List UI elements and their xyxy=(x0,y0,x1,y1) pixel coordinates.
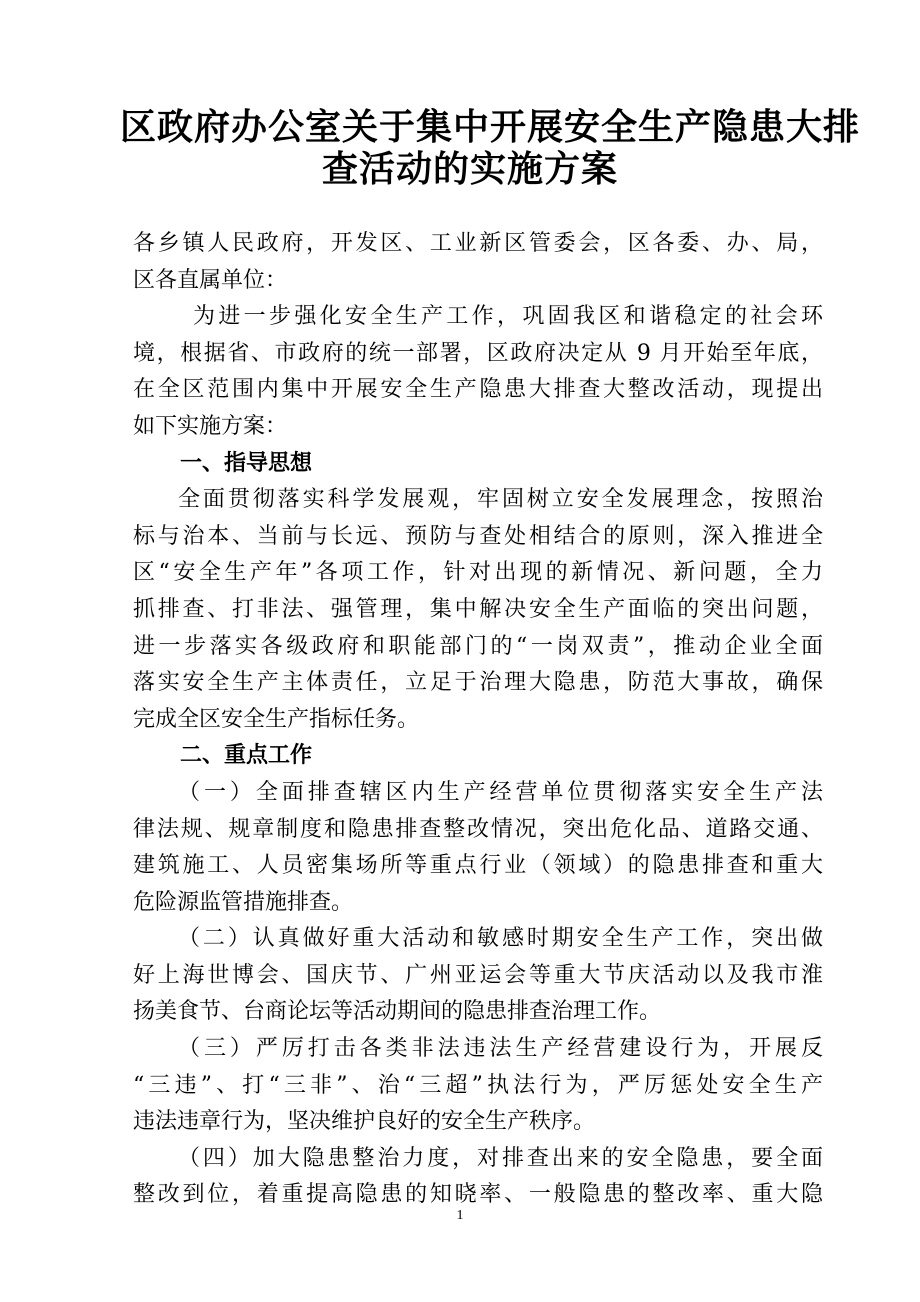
section1-paragraph-line: 全面贯彻落实科学发展观，牢固树立安全发展理念，按照治 xyxy=(178,487,823,513)
section-heading-guiding-ideology: 一、指导思想 xyxy=(180,450,313,476)
intro-paragraph-line: 境，根据省、市政府的统一部署，区政府决定从 9 月开始至年底， xyxy=(133,340,823,366)
document-title-line-1: 区政府办公室关于集中开展安全生产隐患大排 xyxy=(120,107,861,148)
section1-paragraph-line: 抓排查、打非法、强管理，集中解决安全生产面临的突出问题， xyxy=(133,596,823,622)
item4-line: （四）加大隐患整治力度，对排查出来的安全隐患，要全面 xyxy=(178,1145,823,1171)
item2-line: （二）认真做好重大活动和敏感时期安全生产工作，突出做 xyxy=(178,926,823,952)
item3-line: 违法违章行为，坚决维护良好的安全生产秩序。 xyxy=(133,1109,596,1135)
intro-paragraph-line: 在全区范围内集中开展安全生产隐患大排查大整改活动，现提出 xyxy=(133,377,823,403)
salutation-line: 各乡镇人民政府，开发区、工业新区管委会，区各委、办、局， xyxy=(133,231,823,256)
page-number: 1 xyxy=(456,1208,464,1223)
section1-paragraph-line: 完成全区安全生产指标任务。 xyxy=(133,706,420,732)
item1-line: 危险源监管措施排查。 xyxy=(133,889,354,915)
section1-paragraph-line: 标与治本、当前与长远、预防与查处相结合的原则，深入推进全 xyxy=(133,523,823,549)
document-body xyxy=(133,226,823,1214)
item1-line: 律法规、规章制度和隐患排查整改情况，突出危化品、道路交通、 xyxy=(133,816,823,842)
section-heading-key-work: 二、重点工作 xyxy=(180,743,313,769)
item1-line: 建筑施工、人员密集场所等重点行业（领域）的隐患排查和重大 xyxy=(133,853,823,879)
intro-paragraph-line: 如下实施方案： xyxy=(133,413,288,439)
item3-line: “三违”、打“三非”、治“三超”执法行为，严厉惩处安全生产 xyxy=(133,1072,823,1098)
item2-line: 好上海世博会、国庆节、广州亚运会等重大节庆活动以及我市淮 xyxy=(133,962,823,988)
salutation-line: 区各直属单位： xyxy=(133,267,288,293)
intro-paragraph-line: 为进一步强化安全生产工作，巩固我区和谐稳定的社会环 xyxy=(193,304,823,330)
item4-line: 整改到位，着重提高隐患的知晓率、一般隐患的整改率、重大隐 xyxy=(133,1182,823,1208)
item1-line: （一）全面排查辖区内生产经营单位贯彻落实安全生产法 xyxy=(178,779,823,805)
section1-paragraph-line: 区“安全生产年”各项工作，针对出现的新情况、新问题，全力 xyxy=(133,560,823,586)
item2-line: 扬美食节、台商论坛等活动期间的隐患排查治理工作。 xyxy=(133,999,662,1025)
section1-paragraph-line: 落实安全生产主体责任，立足于治理大隐患，防范大事故，确保 xyxy=(133,670,823,696)
item3-line: （三）严厉打击各类非法违法生产经营建设行为，开展反 xyxy=(178,1036,823,1062)
document-title-line-2: 查活动的实施方案 xyxy=(321,149,618,190)
section1-paragraph-line: 进一步落实各级政府和职能部门的“一岗双责”，推动企业全面 xyxy=(133,633,823,659)
